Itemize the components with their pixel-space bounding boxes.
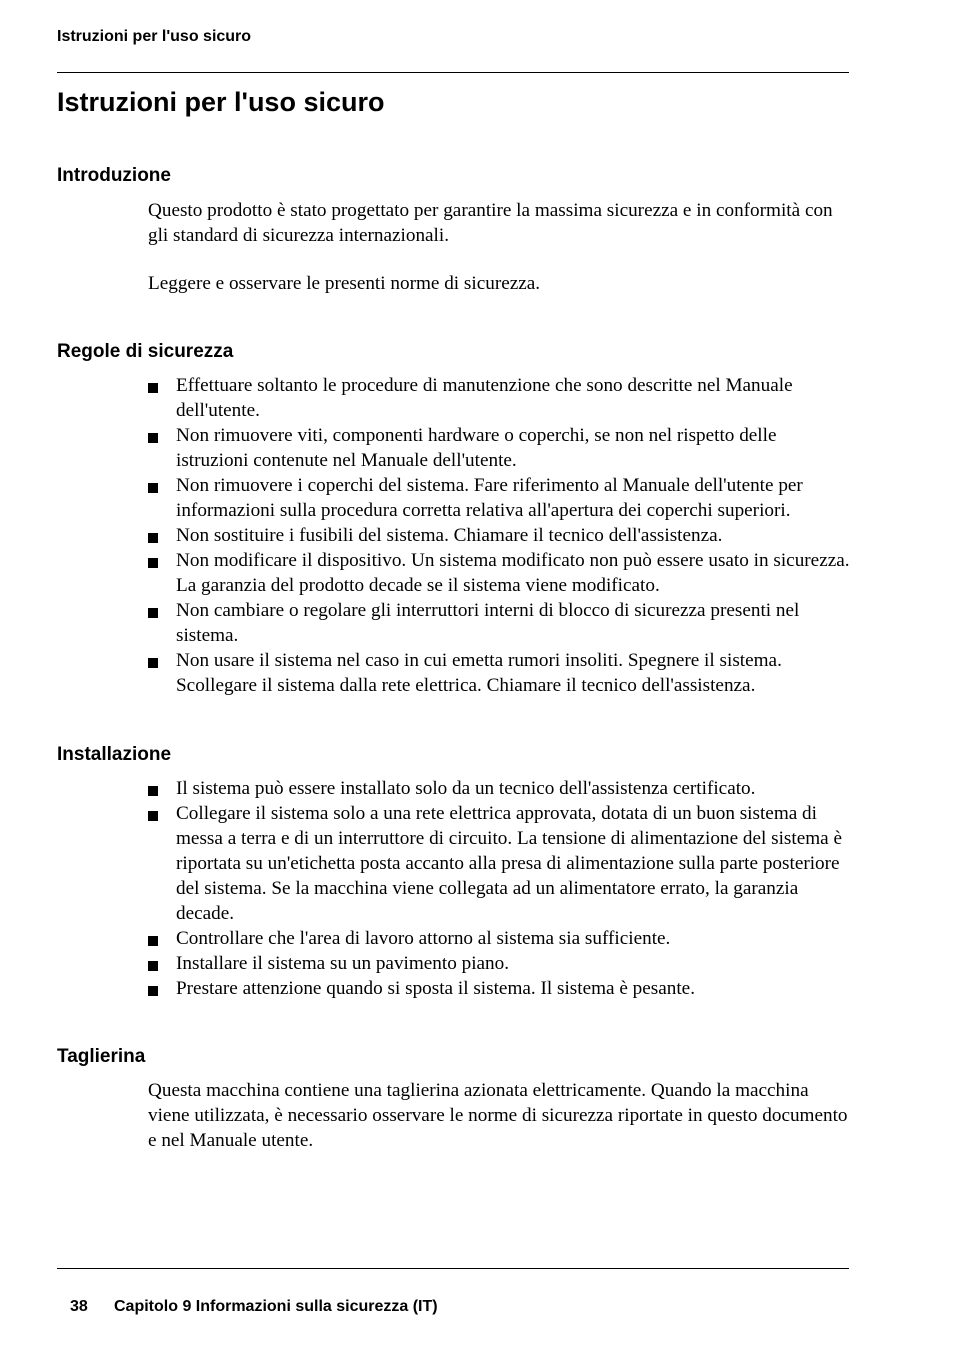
running-header: Istruzioni per l'uso sicuro	[57, 28, 252, 45]
list-item	[148, 976, 853, 1001]
square-bullet-icon	[148, 786, 158, 796]
regole-list	[148, 373, 853, 698]
list-item-text: Non rimuovere i coperchi del sistema. Fare riferimento al Manuale dell'utente per informazioni sulla procedura corretta relativa all'apertura dei coperchi superiori.	[176, 475, 803, 521]
list-item	[148, 801, 853, 926]
square-bullet-icon	[148, 533, 158, 543]
list-item-text: Controllare che l'area di lavoro attorno al sistema sia sufficiente.	[176, 928, 671, 949]
list-item	[148, 523, 853, 548]
square-bullet-icon	[148, 433, 158, 443]
list-item-text: Effettuare soltanto le procedure di manutenzione che sono descritte nel Manuale dell'utente.	[176, 375, 793, 421]
list-item-text: Collegare il sistema solo a una rete elettrica approvata, dotata di un buon sistema di messa a terra e di un interruttore di circuito. La tensione di alimentazione del sistema è riportata su un'etichetta posta accanto alla presa di alimentazione sulla parte posteriore del sistema. Se la macchina viene collegata ad un alimentatore errato, la garanzia decade.	[176, 803, 842, 924]
page-footer	[70, 1297, 438, 1317]
list-item	[148, 548, 853, 598]
list-item-text: Prestare attenzione quando si sposta il sistema. Il sistema è pesante.	[176, 978, 695, 999]
square-bullet-icon	[148, 483, 158, 493]
square-bullet-icon	[148, 961, 158, 971]
installazione-list	[148, 776, 853, 1001]
square-bullet-icon	[148, 608, 158, 618]
footer-rule	[57, 1268, 849, 1269]
list-item-text: Non cambiare o regolare gli interruttori interni di blocco di sicurezza presenti nel sistema.	[176, 600, 800, 646]
section-heading-taglierina: Taglierina	[57, 1046, 146, 1067]
square-bullet-icon	[148, 936, 158, 946]
square-bullet-icon	[148, 986, 158, 996]
section-heading-installazione: Installazione	[57, 744, 172, 765]
paragraph-intro-1: Questo prodotto è stato progettato per garantire la massima sicurezza e in conformità con gli standard di sicurezza internazionali.	[148, 200, 833, 246]
section-heading-regole: Regole di sicurezza	[57, 341, 234, 362]
list-item	[148, 951, 853, 976]
section-heading-introduzione: Introduzione	[57, 165, 171, 186]
page-title: Istruzioni per l'uso sicuro	[57, 87, 385, 117]
list-item-text: Non sostituire i fusibili del sistema. Chiamare il tecnico dell'assistenza.	[176, 525, 723, 546]
square-bullet-icon	[148, 811, 158, 821]
list-item	[148, 598, 853, 648]
page-number: 38	[70, 1298, 88, 1315]
paragraph-taglierina: Questa macchina contiene una taglierina azionata elettricamente. Quando la macchina viene utilizzata, è necessario osservare le norme di sicurezza riportate in questo documento e nel Manuale utente.	[148, 1080, 848, 1151]
list-item-text: Non usare il sistema nel caso in cui emetta rumori insoliti. Spegnere il sistema. Scollegare il sistema dalla rete elettrica. Chiamare il tecnico dell'assistenza.	[176, 650, 782, 696]
header-rule	[57, 72, 849, 73]
square-bullet-icon	[148, 558, 158, 568]
list-item	[148, 926, 853, 951]
list-item	[148, 776, 853, 801]
list-item-text: Non rimuovere viti, componenti hardware o coperchi, se non nel rispetto delle istruzioni contenute nel Manuale dell'utente.	[176, 425, 777, 471]
list-item	[148, 648, 853, 698]
list-item	[148, 373, 853, 423]
paragraph-intro-2: Leggere e osservare le presenti norme di sicurezza.	[148, 273, 541, 294]
list-item-text: Il sistema può essere installato solo da un tecnico dell'assistenza certificato.	[176, 778, 756, 799]
list-item-text: Installare il sistema su un pavimento piano.	[176, 953, 510, 974]
square-bullet-icon	[148, 383, 158, 393]
list-item-text: Non modificare il dispositivo. Un sistema modificato non può essere usato in sicurezza. La garanzia del prodotto decade se il sistema viene modificato.	[176, 550, 850, 596]
square-bullet-icon	[148, 658, 158, 668]
list-item	[148, 473, 853, 523]
chapter-title: Capitolo 9 Informazioni sulla sicurezza (IT)	[114, 1298, 438, 1315]
list-item	[148, 423, 853, 473]
